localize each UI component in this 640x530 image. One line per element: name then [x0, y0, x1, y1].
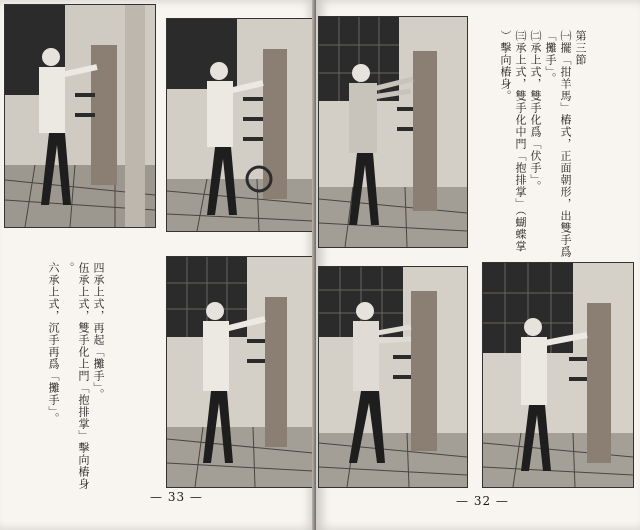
text-column: 「攤手」。	[544, 30, 557, 85]
left-page-text	[46, 262, 106, 490]
photo-wooden-dummy-1	[4, 4, 156, 228]
text-column: ㈠擺「拑羊馬」樁式，正面朝形，出雙手爲	[559, 30, 572, 258]
photo-wooden-dummy-2	[166, 18, 314, 232]
photo-illustration	[5, 5, 155, 227]
photo-illustration	[319, 17, 467, 247]
text-column: 四承上式，再起「攤手」。	[92, 262, 105, 401]
page-number-left: — 33 —	[150, 490, 203, 504]
text-column: ㈢承上式，雙手化中門「抱排掌」（蝴蝶掌	[514, 30, 527, 253]
text-column: ㈡承上式，雙手化爲「伏手」。	[529, 30, 542, 193]
text-column: 。	[62, 262, 75, 274]
photo-illustration	[167, 19, 313, 231]
text-column: 伍承上式，雙手化上門「抱排掌」擊向樁身	[77, 262, 90, 490]
photo-wooden-dummy-5	[318, 266, 468, 488]
photo-illustration	[319, 267, 467, 487]
photo-wooden-dummy-3	[166, 256, 314, 488]
page-number-right: — 32 —	[456, 494, 509, 508]
right-page	[316, 0, 640, 530]
left-page	[0, 0, 316, 530]
photo-illustration	[483, 263, 633, 487]
right-page-text	[498, 30, 588, 258]
photo-illustration	[167, 257, 313, 487]
photo-wooden-dummy-4	[318, 16, 468, 248]
text-column: 六承上式，沉手再爲「攤手」。	[47, 262, 60, 425]
photo-wooden-dummy-6	[482, 262, 634, 488]
section-heading: 第三節	[574, 30, 587, 66]
text-column: ）擊向樁身。	[499, 30, 512, 102]
